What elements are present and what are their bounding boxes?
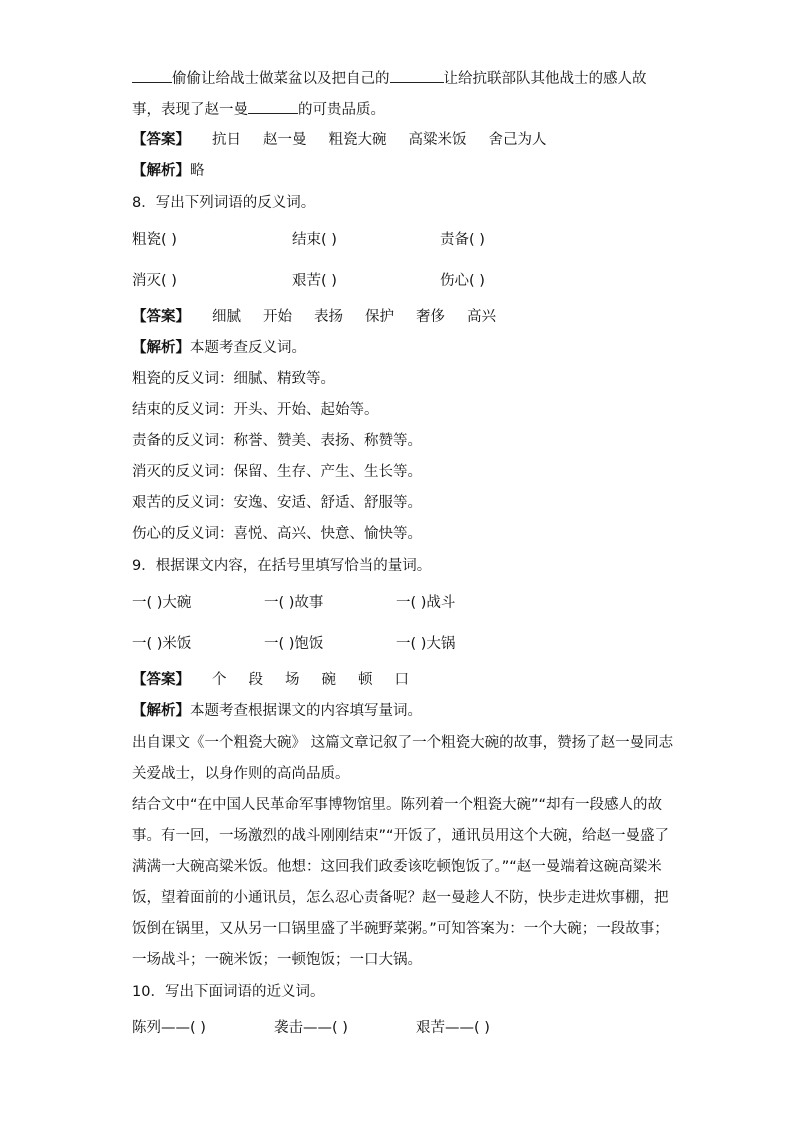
answer-item: 抗日 — [212, 132, 241, 148]
answer-item: 细腻 — [212, 309, 241, 325]
q9-item: 一( )故事 — [264, 595, 324, 611]
q9-paragraph-line: 出自课文《一个粗瓷大碗》 这篇文章记叙了一个粗瓷大碗的故事，赞扬了赵一曼同志 — [132, 735, 674, 751]
q8-explanation: 结束的反义词：开头、开始、起始等。 — [132, 402, 379, 418]
answer-item: 高粱米饭 — [408, 132, 467, 148]
q7-text-c: 事，表现了赵一曼 — [132, 102, 248, 118]
analysis-label: 【解析】 — [132, 340, 190, 356]
q8-analysis — [132, 338, 306, 358]
analysis-label: 【解析】 — [132, 163, 190, 179]
q9-analysis — [132, 701, 422, 721]
q7-text-d: 的可贵品质。 — [298, 102, 385, 118]
q8-explanation: 伤心的反义词：喜悦、高兴、快意、愉快等。 — [132, 526, 422, 542]
answer-item: 粗瓷大碗 — [328, 132, 387, 148]
analysis-label: 【解析】 — [132, 703, 190, 719]
q9-title: 9．根据课文内容，在括号里填写恰当的量词。 — [132, 558, 432, 574]
answer-label: 【答案】 — [132, 132, 190, 148]
q8-item: 结束( ) — [292, 232, 337, 248]
q10-item: 袭击——( ) — [274, 1020, 348, 1036]
q9-paragraph-line: 饭，望着面前的小通讯员，怎么忍心责备呢？赵一曼趁人不防，快步走进炊事棚，把 — [132, 890, 669, 906]
answer-item: 碗 — [321, 672, 336, 688]
q8-item: 艰苦( ) — [292, 273, 337, 289]
q8-item: 责备( ) — [440, 232, 485, 248]
answer-item: 赵一曼 — [263, 132, 307, 148]
answer-label: 【答案】 — [132, 672, 190, 688]
q10-title: 10．写出下面词语的近义词。 — [132, 984, 325, 1000]
q7-answer — [132, 130, 547, 150]
q9-answer — [132, 670, 409, 690]
fill-blank — [390, 68, 444, 83]
fill-blank — [248, 99, 298, 114]
q9-paragraph-line: 关爱战士，以身作则的高尚品质。 — [132, 766, 350, 782]
answer-item: 开始 — [263, 309, 292, 325]
q7-text-b: 让给抗联部队其他战士的感人故 — [443, 71, 647, 87]
fill-blank — [132, 68, 172, 83]
analysis-text: 略 — [190, 163, 205, 179]
analysis-text: 本题考查反义词。 — [190, 340, 306, 356]
q9-paragraph-line: 一场战斗；一碗米饭；一顿饱饭；一口大锅。 — [132, 952, 422, 968]
q9-item: 一( )大锅 — [396, 636, 456, 652]
q9-paragraph-line: 满满一大碗高粱米饭。他想：这回我们政委该吃顿饱饭了。”“赵一曼端着这碗高粱米 — [132, 859, 662, 875]
q7-line-1 — [132, 68, 647, 89]
q8-answer — [132, 307, 496, 327]
q9-paragraph-line: 事。有一回，一场激烈的战斗刚刚结束”“开饭了，通讯员用这个大碗，给赵一曼盛了 — [132, 828, 670, 844]
q8-explanation: 艰苦的反义词：安逸、安适、舒适、舒服等。 — [132, 495, 422, 511]
answer-item: 保护 — [365, 309, 394, 325]
q9-paragraph-line: 饭倒在锅里，又从另一口锅里盛了半碗野菜粥。”可知答案为：一个大碗；一段故事； — [132, 921, 669, 937]
answer-item: 舍己为人 — [488, 132, 547, 148]
q10-item: 艰苦——( ) — [416, 1020, 490, 1036]
q8-item: 消灭( ) — [132, 273, 177, 289]
q8-item: 伤心( ) — [440, 273, 485, 289]
q8-explanation: 责备的反义词：称誉、赞美、表扬、称赞等。 — [132, 433, 422, 449]
q7-line-2 — [132, 99, 385, 120]
q7-analysis — [132, 161, 205, 181]
q7-text-a: 偷偷让给战士做菜盆以及把自己的 — [172, 71, 390, 87]
q8-item: 粗瓷( ) — [132, 232, 177, 248]
analysis-text: 本题考查根据课文的内容填写量词。 — [190, 703, 422, 719]
q9-paragraph-line: 结合文中“在中国人民革命军事博物馆里。陈列着一个粗瓷大碗”“却有一段感人的故 — [132, 797, 663, 813]
answer-item: 奢侈 — [416, 309, 445, 325]
answer-item: 高兴 — [467, 309, 496, 325]
answer-item: 顿 — [358, 672, 373, 688]
q8-explanation: 消灭的反义词：保留、生存、产生、生长等。 — [132, 464, 422, 480]
q9-item: 一( )大碗 — [132, 595, 192, 611]
q9-item: 一( )饱饭 — [264, 636, 324, 652]
answer-label: 【答案】 — [132, 309, 190, 325]
answer-item: 段 — [248, 672, 263, 688]
q9-item: 一( )战斗 — [396, 595, 456, 611]
q8-explanation: 粗瓷的反义词：细腻、精致等。 — [132, 371, 335, 387]
q9-item: 一( )米饭 — [132, 636, 192, 652]
q10-item: 陈列——( ) — [132, 1020, 206, 1036]
answer-item: 表扬 — [314, 309, 343, 325]
answer-item: 个 — [212, 672, 227, 688]
answer-item: 口 — [394, 672, 409, 688]
answer-item: 场 — [285, 672, 300, 688]
q8-title: 8．写出下列词语的反义词。 — [132, 195, 316, 211]
